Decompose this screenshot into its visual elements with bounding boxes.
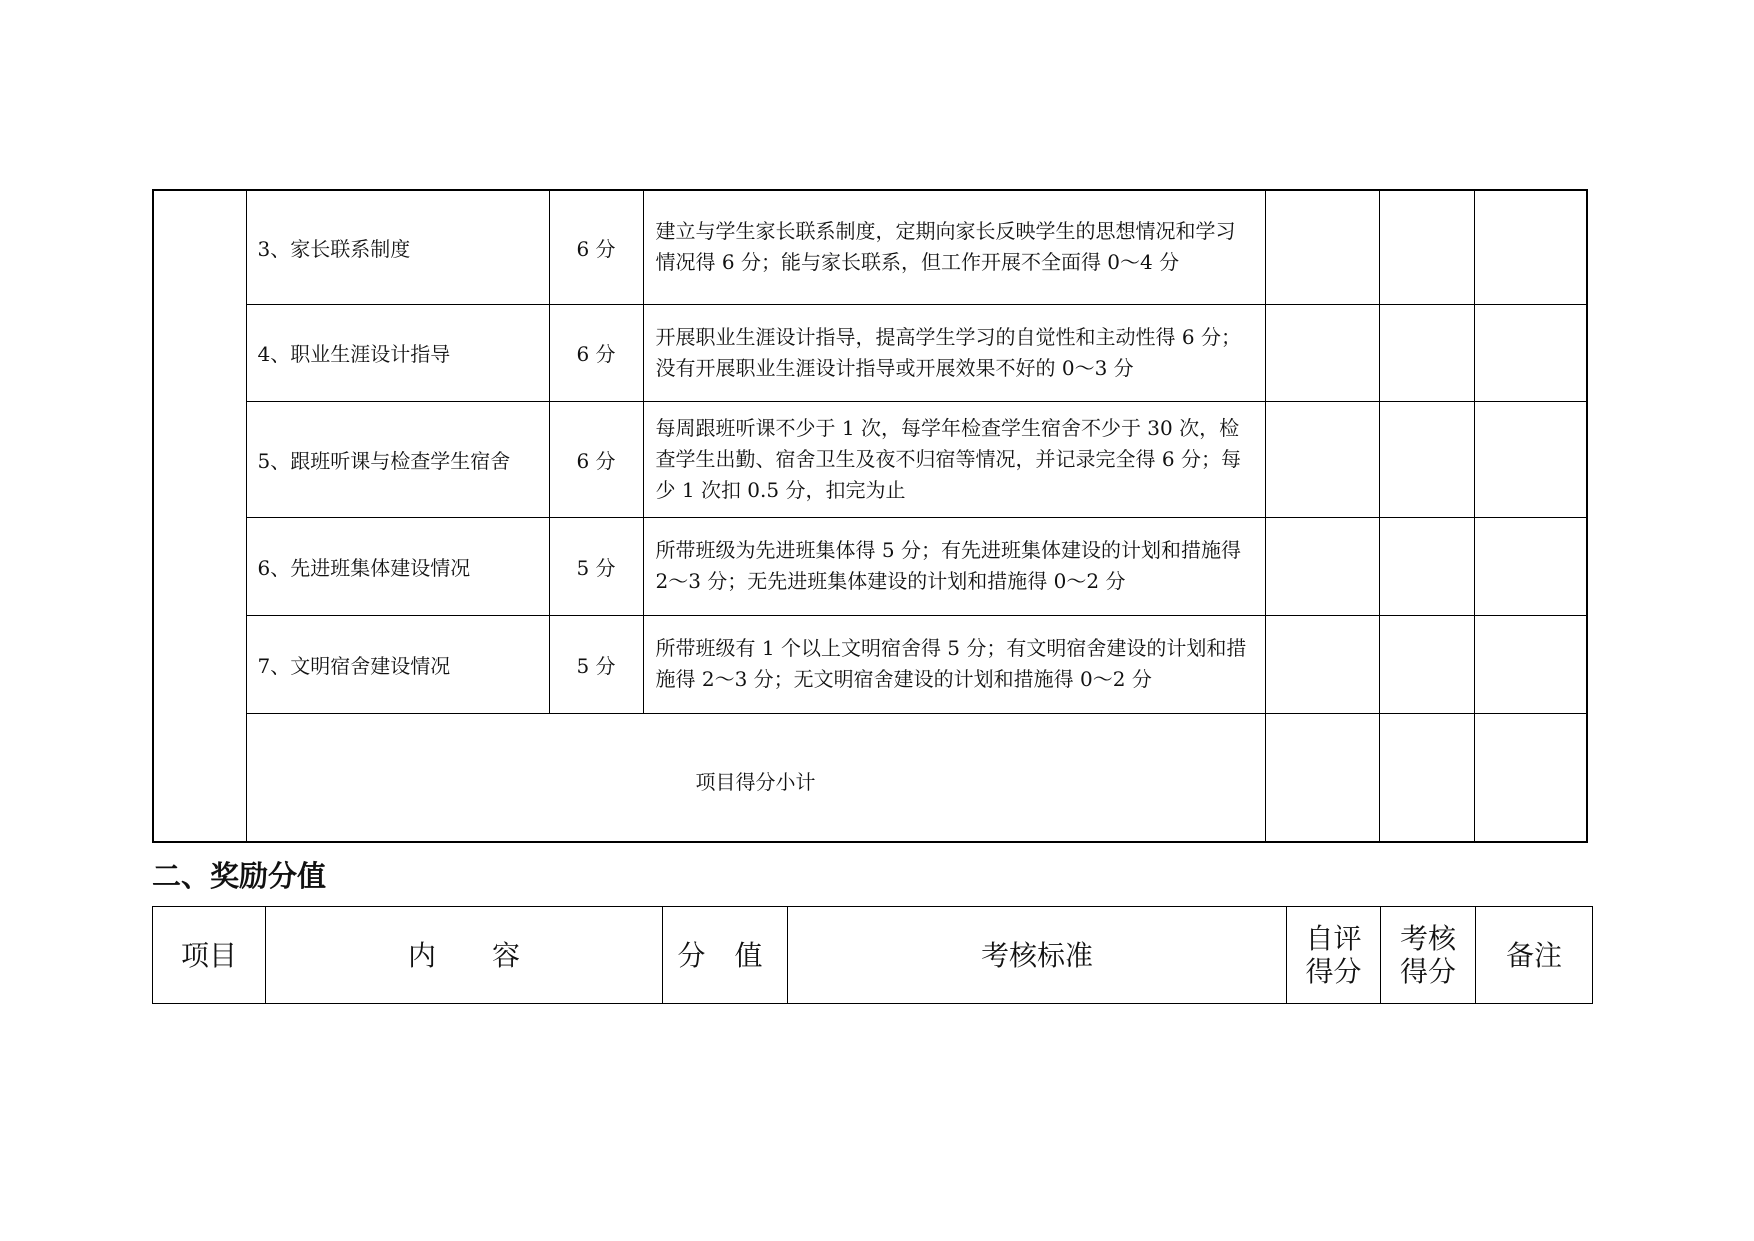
subtotal-row xyxy=(153,713,1587,842)
item-name: 6、先进班集体建设情况 xyxy=(246,517,549,615)
self-score-cell[interactable] xyxy=(1265,713,1379,842)
self-score-cell[interactable] xyxy=(1265,517,1379,615)
category-cell xyxy=(153,190,246,842)
header-row xyxy=(153,907,1593,1004)
item-name: 7、文明宿舍建设情况 xyxy=(246,615,549,713)
table-row xyxy=(153,517,1587,615)
header-self-score-line2: 得分 xyxy=(1305,955,1362,988)
review-score-cell[interactable] xyxy=(1379,401,1474,517)
item-criteria: 建立与学生家长联系制度，定期向家长反映学生的思想情况和学习情况得 6 分；能与家长联系，但工作开展不全面得 0～4 分 xyxy=(643,190,1265,304)
item-score: 6 分 xyxy=(549,304,643,401)
self-score-cell[interactable] xyxy=(1265,401,1379,517)
review-score-cell[interactable] xyxy=(1379,713,1474,842)
remarks-cell[interactable] xyxy=(1474,401,1587,517)
self-score-cell[interactable] xyxy=(1265,190,1379,304)
item-score: 5 分 xyxy=(549,517,643,615)
header-review-score xyxy=(1381,907,1476,1004)
review-score-cell[interactable] xyxy=(1379,304,1474,401)
header-review-score-line1: 考核 xyxy=(1399,922,1456,955)
item-criteria: 开展职业生涯设计指导，提高学生学习的自觉性和主动性得 6 分；没有开展职业生涯设计指导或开展效果不好的 0～3 分 xyxy=(643,304,1265,401)
header-item: 项目 xyxy=(153,907,266,1004)
remarks-cell[interactable] xyxy=(1474,713,1587,842)
item-score: 6 分 xyxy=(549,401,643,517)
table-row xyxy=(153,304,1587,401)
header-content: 内 容 xyxy=(266,907,663,1004)
table-row xyxy=(153,615,1587,713)
header-score: 分 值 xyxy=(663,907,788,1004)
remarks-cell[interactable] xyxy=(1474,304,1587,401)
header-remarks: 备注 xyxy=(1476,907,1593,1004)
header-self-score-line1: 自评 xyxy=(1305,922,1362,955)
remarks-cell[interactable] xyxy=(1474,517,1587,615)
evaluation-table xyxy=(152,189,1588,843)
item-criteria: 每周跟班听课不少于 1 次，每学年检查学生宿舍不少于 30 次，检查学生出勤、宿舍卫生及夜不归宿等情况，并记录完全得 6 分；每少 1 次扣 0.5 分，扣完为止 xyxy=(643,401,1265,517)
review-score-cell[interactable] xyxy=(1379,517,1474,615)
self-score-cell[interactable] xyxy=(1265,615,1379,713)
item-name: 4、职业生涯设计指导 xyxy=(246,304,549,401)
self-score-cell[interactable] xyxy=(1265,304,1379,401)
remarks-cell[interactable] xyxy=(1474,190,1587,304)
table-row xyxy=(153,190,1587,304)
item-name: 3、家长联系制度 xyxy=(246,190,549,304)
header-criteria: 考核标准 xyxy=(788,907,1287,1004)
subtotal-label: 项目得分小计 xyxy=(246,713,1265,842)
item-criteria: 所带班级有 1 个以上文明宿舍得 5 分；有文明宿舍建设的计划和措施得 2～3 分；无文明宿舍建设的计划和措施得 0～2 分 xyxy=(643,615,1265,713)
review-score-cell[interactable] xyxy=(1379,615,1474,713)
item-criteria: 所带班级为先进班集体得 5 分；有先进班集体建设的计划和措施得 2～3 分；无先进班集体建设的计划和措施得 0～2 分 xyxy=(643,517,1265,615)
header-self-score xyxy=(1287,907,1381,1004)
item-score: 6 分 xyxy=(549,190,643,304)
item-score: 5 分 xyxy=(549,615,643,713)
review-score-cell[interactable] xyxy=(1379,190,1474,304)
remarks-cell[interactable] xyxy=(1474,615,1587,713)
header-review-score-line2: 得分 xyxy=(1399,955,1456,988)
section-title: 二、奖励分值 xyxy=(152,859,327,893)
bonus-table-header xyxy=(152,906,1593,1004)
item-name: 5、跟班听课与检查学生宿舍 xyxy=(246,401,549,517)
table-row xyxy=(153,401,1587,517)
